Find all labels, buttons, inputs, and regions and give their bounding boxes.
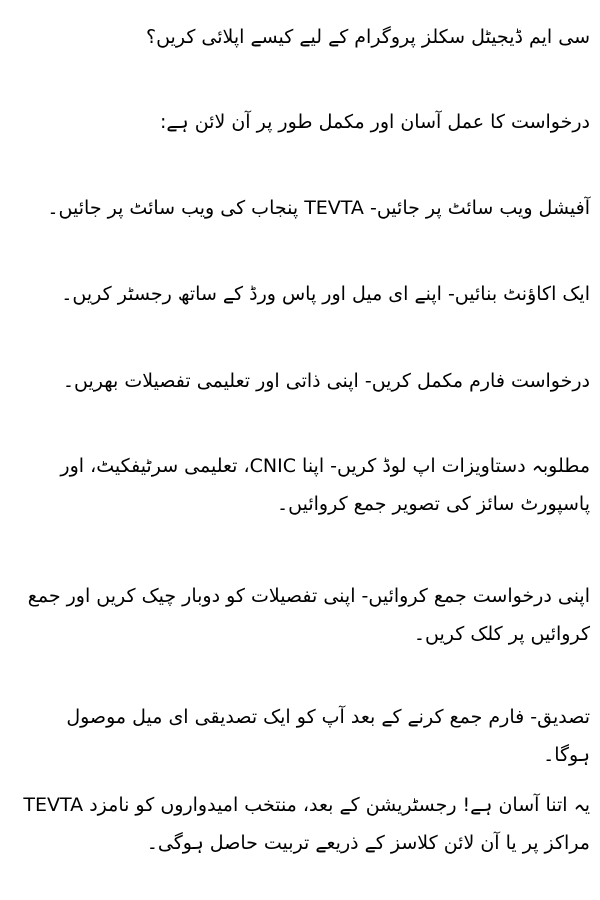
step-create-account: ایک اکاؤنٹ بنائیں- اپنے ای میل اور پاس ورڈ کے ساتھ رجسٹر کریں۔ [61,283,590,305]
step-confirmation: تصدیق- فارم جمع کرنے کے بعد آپ کو ایک تصدیقی ای میل موصول ہوگا۔ [66,706,590,766]
heading-how-to-apply: سی ایم ڈیجیٹل سکلز پروگرام کے لیے کیسے اپلائی کریں؟ [146,26,590,48]
paragraph-closing: یہ اتنا آسان ہے! رجسٹریشن کے بعد، منتخب امیدواروں کو نامزد TEVTA مراکز پر یا آن لائن کلاسز کے ذریعے تربیت حاصل ہوگی۔ [23,794,590,854]
step-upload-documents: مطلوبہ دستاویزات اپ لوڈ کریں- اپنا CNIC، تعلیمی سرٹیفکیٹ، اور پاسپورٹ سائز کی تصویر جمع کروائیں۔ [60,455,590,515]
step-visit-website: آفیشل ویب سائٹ پر جائیں- TEVTA پنجاب کی ویب سائٹ پر جائیں۔ [47,197,590,219]
step-submit-application: اپنی درخواست جمع کروائیں- اپنی تفصیلات کو دوبار چیک کریں اور جمع کروائیں پر کلک کریں۔ [27,585,590,645]
step-complete-form: درخواست فارم مکمل کریں- اپنی ذاتی اور تعلیمی تفصیلات بھریں۔ [62,370,590,392]
paragraph-intro: درخواست کا عمل آسان اور مکمل طور پر آن لائن ہے: [160,111,590,133]
